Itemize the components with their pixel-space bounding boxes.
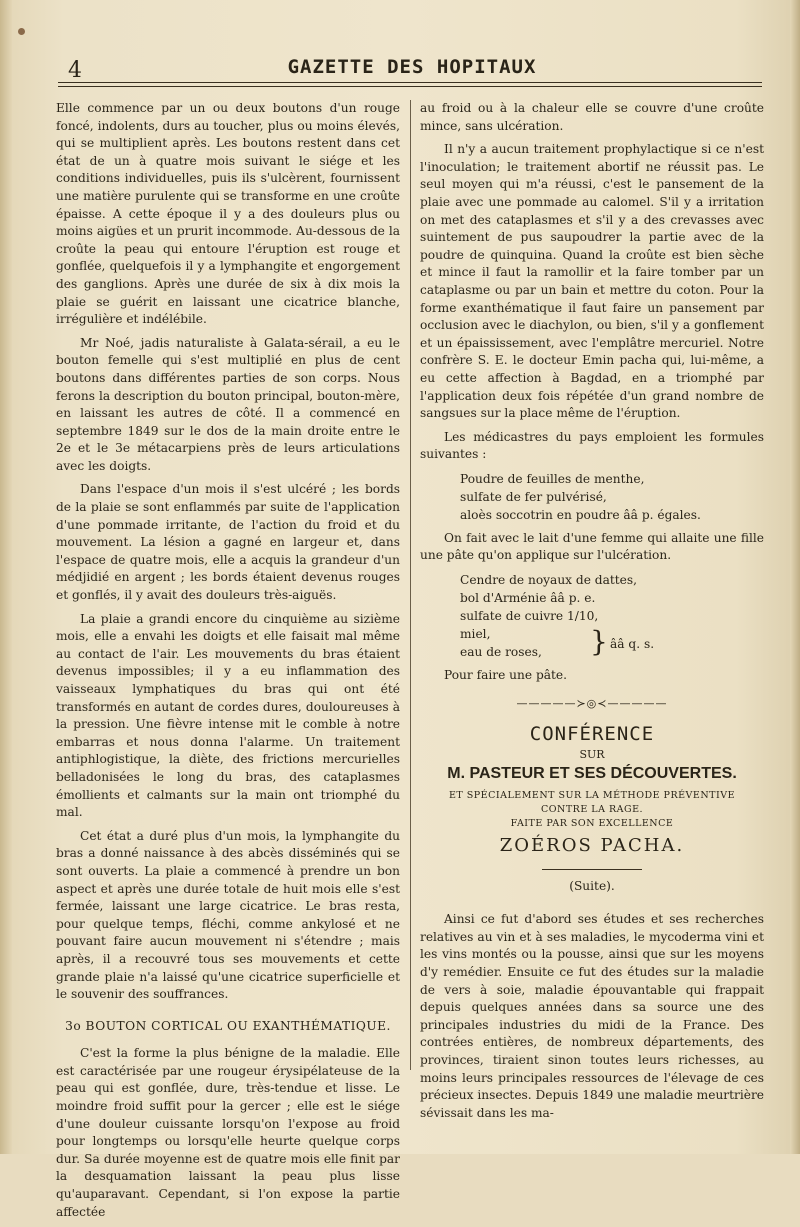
left-column (56, 100, 400, 1227)
recipe-line: sulfate de fer pulvérisé, (460, 489, 607, 504)
paragraph: Mr Noé, jadis naturaliste à Galata-sérail, a eu le bouton femelle qui s'est multiplié en plus de cent boutons dans différentes parties de son corps. Nous ferons la description du bouton principal, bouton-mère, en laissant les autres de côté. Il a commencé en septembre 1849 sur le dos de la main droite entre le 2e et le 3e métacarpiens près de leurs articulations avec les doigts. (56, 335, 400, 473)
recipe-list (460, 571, 764, 661)
conference-subtitle: CONTRE LA RAGE. (540, 804, 644, 816)
paragraph: Cet état a duré plus d'un mois, la lymphangite du bras a donné naissance à des abcès disséminés qui se sont ouverts. La plaie a commencé à prendre un bon aspect et après une durée totale de huit mois elle s'est fermée, laissant une large cicatrice. Le bras resta, pour quelque temps, fléchi, comme ankylosé et ne pouvant faire aucun mouvement ni s'étendre ; mais après, il a recouvré tous ses mouvements et cette grande plaie n'a laissé qu'une cicatrice superficielle et le souvenir des souffrances. (56, 828, 400, 1002)
conference-subtitle: FAITE PAR SON EXCELLENCE (510, 818, 674, 830)
conference-title: CONFÉRENCE (529, 723, 655, 746)
paragraph: La plaie a grandi encore du cinquième au sizième mois, elle a envahi les doigts et elle faisait mal même au contact de l'air. Les mouvements du bras étaient devenus impossibles; il y a eu inflammation des vaisseaux lymphatiques du bras qui ont été transformés en autant de cordes dures, douloureuses à la pression. Une fièvre intense mit le comble à notre embarras et nous donna l'alarme. Un traitement antiphlogistique, la diète, des frictions mercurielles belladonisées le long du bras, des cataplasmes émollients et calmants sur la main ont triomphé du mal. (56, 611, 400, 820)
paragraph: Il n'y a aucun traitement prophylactique si ce n'est l'inoculation; le traitement abortif ne réussit pas. Le seul moyen qui m'a réussi, c'est le pansement de la plaie avec une pommade au calomel. S'il y a irritation on met des cataplasmes et s'il y a des crevasses avec suintement de pus saupoudrer la partie avec de la poudre de quinquina. Quand la croûte est bien sèche et mince il faut la ramollir et la faire tomber par un cataplasme ou par un bain et mettre du coton. Pour la forme exanthématique il faut faire un pansement par occlusion avec le diachylon, ou bien, s'il y a gonflement et un épaississement, avec l'emplâtre mercuriel. Notre confrère S. E. le docteur Emin pacha qui, lui-même, a eu cette affection à Bagdad, en a triomphé par l'application deux fois répétée d'un grand nombre de sangsues sur la place même de l'éruption. (420, 142, 764, 421)
paragraph: Elle commence par un ou deux boutons d'un rouge foncé, indolents, durs au toucher, plus ou moins élevés, qui se multiplient après. Les boutons restent dans cet état de un à quatre mois suivant le siége et les conditions individuelles, puis ils s'ulcèrent, fournissent une matière purulente qui se transforme en une croûte épaisse. A cette époque il y a des douleurs plus ou moins aigües et un prurit incommode. Au-dessous de la croûte la peau qui entoure l'éruption est rouge et gonflée, quelquefois il y a lymphangite et engorgement des ganglions. Après une durée de six à dix mois la plaie se guérit en laissant une cicatrice blanche, irrégulière et indélébile. (56, 101, 400, 327)
conference-rule (542, 869, 642, 870)
paragraph: Dans l'espace d'un mois il s'est ulcéré ; les bords de la plaie se sont enflammés par suite de l'application d'une pommade irritante, de l'action du froid et du mouvement. La lésion a gagné en largeur et, dans l'espace de quatre mois, elle a acquis la grandeur d'un médjidié en argent ; les bords étaient devenus rouges et gonflés, il y avait des douleurs très-aiguës. (56, 482, 400, 603)
masthead-title: GAZETTE DES HOPITAUX (287, 56, 537, 78)
recipe-line: eau de roses, (460, 645, 542, 660)
recipe-line: aloès soccotrin en poudre ââ p. égales. (460, 507, 701, 522)
suite-label: (Suite). (569, 878, 615, 893)
header-rule (58, 82, 762, 83)
paragraph: On fait avec le lait d'une femme qui allaite une fille une pâte qu'on applique sur l'ulcération. (420, 530, 764, 563)
right-column (420, 100, 764, 1128)
conference-sur: SUR (579, 747, 605, 761)
conference-subtitle: ET SPÉCIALEMENT SUR LA MÉTHODE PRÉVENTIVE (448, 790, 736, 802)
brace-icon: } (590, 625, 608, 659)
page-edge-left (0, 0, 12, 1154)
paragraph: C'est la forme la plus bénigne de la maladie. Elle est caractérisée par une rougeur érysipélateuse de la peau qui est gonflée, dure, très-tendue et lisse. Le moindre froid suffit pour la gercer ; elle est le siége d'une douleur cuissante lorsqu'on l'expose au froid pour longtemps ou lorsqu'elle heurte quelque corps dur. Sa durée moyenne est de quatre mois elle finit par la desquamation laissant la peau plus lisse qu'auparavant. Cependant, si l'on expose la partie affectée (56, 1046, 400, 1219)
recipe-line: bol d'Arménie ââ p. e. (460, 591, 596, 606)
conference-author: ZOÉROS PACHA. (499, 835, 685, 857)
recipe-list (460, 470, 764, 524)
paragraph: au froid ou à la chaleur elle se couvre d'une croûte mince, sans ulcération. (420, 101, 764, 133)
recipe-line: miel, (460, 627, 491, 642)
paragraph: Les médicastres du pays emploient les formules suivantes : (420, 429, 764, 462)
paragraph: Ainsi ce fut d'abord ses études et ses recherches relatives au vin et à ses maladies, le mycoderma vini et les vins montés ou la pousse, ainsi que sur les moyens d'y remédier. Ensuite ce fut des études sur la maladie de vers à soie, maladie épouvantable qui frappait depuis quelques années dans sa source une des principales industries du midi de la France. Des contrées entières, de nombreux départements, des provinces, tiraient sinon toutes leurs richesses, au moins leurs principales ressources de l'élevage de ces précieux insectes. Depuis 1849 une maladie meurtrière sévissait dans les ma- (420, 912, 764, 1120)
column-divider (410, 100, 411, 1070)
page-number: 4 (68, 58, 82, 83)
recipe-line: sulfate de cuivre 1/10, (460, 609, 599, 624)
ink-spot (18, 28, 25, 35)
section-heading: 3o BOUTON CORTICAL OU EXANTHÉMATIQUE. (65, 1018, 391, 1033)
page-edge-right (790, 0, 800, 1154)
conference-subject: M. PASTEUR ET SES DÉCOUVERTES. (447, 765, 737, 783)
paragraph: Pour faire une pâte. (444, 668, 568, 683)
recipe-line: Poudre de feuilles de menthe, (460, 471, 645, 486)
ornament-divider-icon: —————≻◎≺————— (516, 696, 668, 710)
page-header (62, 52, 762, 86)
recipe-line: Cendre de noyaux de dattes, (460, 573, 638, 588)
header-rule-thin (58, 86, 762, 87)
brace-label: ââ q. s. (610, 637, 655, 652)
recipe-brace-group (460, 625, 764, 661)
